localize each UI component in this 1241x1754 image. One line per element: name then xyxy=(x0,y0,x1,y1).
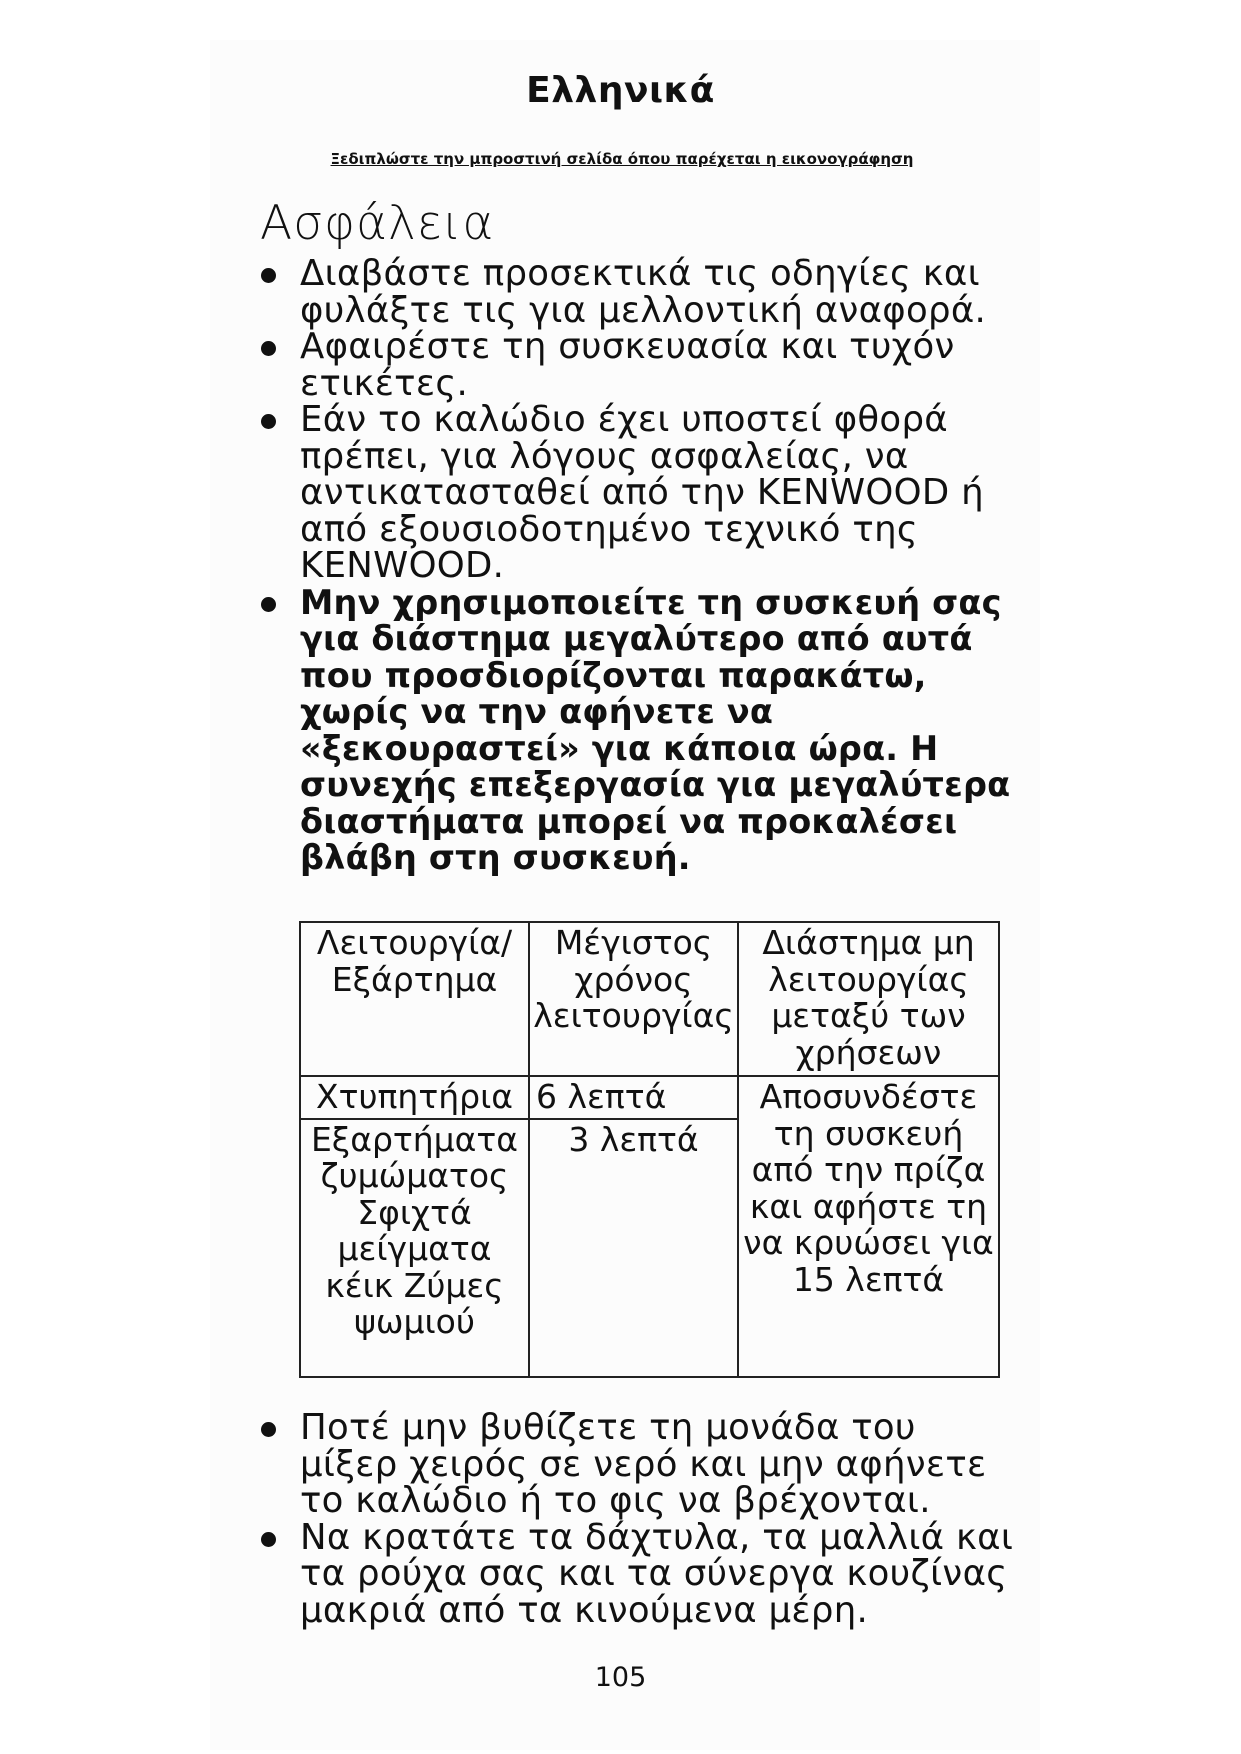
bullet-icon xyxy=(261,268,276,283)
header-max-time: Μέγιστος χρόνος λειτουργίας xyxy=(529,922,738,1076)
header-rest-interval: Διάστημα μη λειτουργίας μεταξύ των χρήσεων xyxy=(738,922,999,1076)
cell-accessory: Χτυπητήρια xyxy=(300,1076,529,1119)
unfold-note: Ξεδιπλώστε την μπροστινή σελίδα όπου παρέχεται η εικονογράφηση xyxy=(330,150,914,168)
list-item xyxy=(260,399,1020,586)
usage-table-container xyxy=(299,921,1000,1378)
cell-rest-note: Αποσυνδέστε τη συσκευή από την πρίζα και αφήστε τη να κρυώσει για 15 λεπτά xyxy=(738,1076,999,1377)
bullet-text: Αφαιρέστε τη συσκευασία και τυχόν ετικέτες. xyxy=(300,326,955,404)
safety-bullet-list xyxy=(260,253,1020,877)
section-title-safety: Ασφάλεια xyxy=(260,196,495,251)
bullet-icon xyxy=(261,1422,276,1437)
header-function: Λειτουργία/ Εξάρτημα xyxy=(300,922,529,1076)
safety-bullet-list-continued xyxy=(260,1407,1020,1631)
list-item xyxy=(260,1516,1020,1631)
bullet-icon xyxy=(261,1532,276,1547)
language-heading: Ελληνικά xyxy=(526,70,715,111)
bullet-icon xyxy=(261,341,276,356)
bullet-text: Ποτέ μην βυθίζετε τη μονάδα του μίξερ χειρός σε νερό και μην αφήνετε το καλώδιο ή το φις να βρέχονται. xyxy=(300,1407,987,1521)
bullet-text: Μην χρησιμοποιείτε τη συσκευή σας για διάστημα μεγαλύτερο από αυτά που προσδιορίζονται παρακάτω, χωρίς να την αφήνετε να «ξεκουραστεί» για κάποια ώρα. Η συνεχής επεξεργασία για μεγαλύτερα διαστήματα μπορεί να προκαλέσει βλάβη στη συσκευή. xyxy=(300,582,1011,877)
bullet-text: Εάν το καλώδιο έχει υποστεί φθορά πρέπει, για λόγους ασφαλείας, να αντικατασταθεί από την KENWOOD ή από εξουσιοδοτημένο τεχνικό της KENWOOD. xyxy=(300,399,984,586)
bullet-icon xyxy=(261,597,276,612)
page-number: 105 xyxy=(594,1662,647,1693)
list-item xyxy=(260,1407,1020,1521)
table-row xyxy=(300,1076,999,1119)
cell-max-time: 6 λεπτά xyxy=(529,1076,738,1119)
list-item xyxy=(260,326,1020,404)
list-item-warning xyxy=(260,582,1020,877)
usage-table xyxy=(299,921,1000,1378)
cell-accessory: Εξαρτήματα ζυμώματος Σφιχτά μείγματα κέικ Ζύμες ψωμιού xyxy=(300,1119,529,1377)
bullet-text: Διαβάστε προσεκτικά τις οδηγίες και φυλάξτε τις για μελλοντική αναφορά. xyxy=(300,253,987,331)
list-item xyxy=(260,253,1020,331)
table-header-row xyxy=(300,922,999,1076)
bullet-icon xyxy=(261,414,276,429)
bullet-text: Να κρατάτε τα δάχτυλα, τα μαλλιά και τα ρούχα σας και τα σύνεργα κουζίνας μακριά από τα κινούμενα μέρη. xyxy=(300,1516,1014,1631)
cell-max-time: 3 λεπτά xyxy=(529,1119,738,1377)
